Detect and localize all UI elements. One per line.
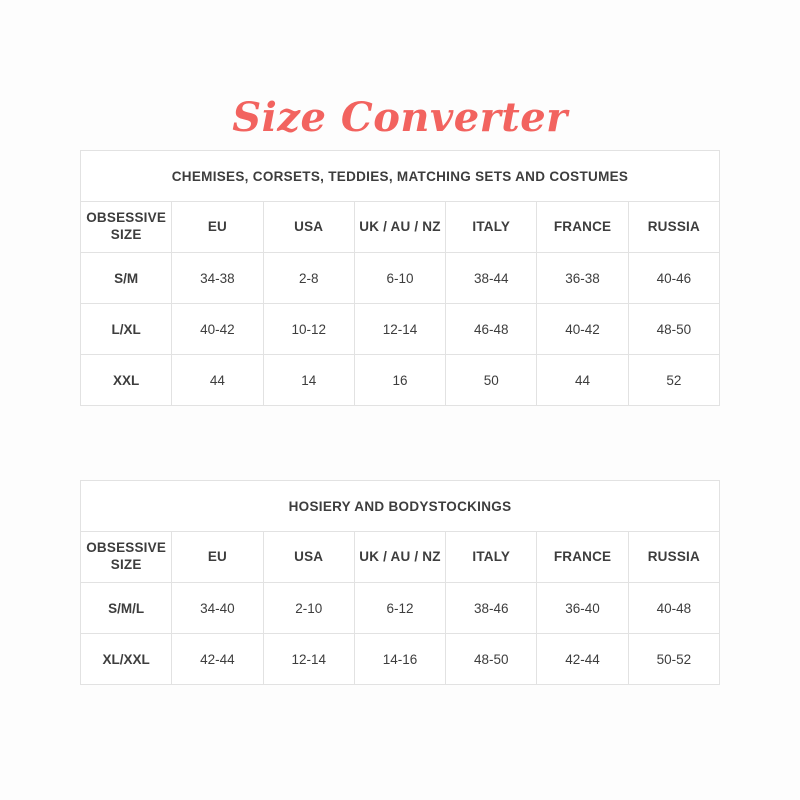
- cell-italy: 50: [446, 355, 537, 406]
- page-title: Size Converter: [232, 94, 568, 141]
- cell-uk-au-nz: 6-12: [354, 583, 445, 634]
- cell-eu: 34-40: [172, 583, 263, 634]
- cell-russia: 40-48: [628, 583, 719, 634]
- column-header-italy: ITALY: [446, 532, 537, 583]
- table-header-row: [81, 202, 720, 253]
- cell-eu: 44: [172, 355, 263, 406]
- column-header-uk-au-nz: UK / AU / NZ: [354, 202, 445, 253]
- cell-france: 44: [537, 355, 628, 406]
- cell-russia: 40-46: [628, 253, 719, 304]
- cell-france: 36-38: [537, 253, 628, 304]
- column-header-eu: EU: [172, 202, 263, 253]
- table-caption-row: [81, 481, 720, 532]
- cell-italy: 38-46: [446, 583, 537, 634]
- column-header-italy: ITALY: [446, 202, 537, 253]
- column-header-uk-au-nz: UK / AU / NZ: [354, 532, 445, 583]
- cell-russia: 50-52: [628, 634, 719, 685]
- cell-italy: 46-48: [446, 304, 537, 355]
- cell-uk-au-nz: 16: [354, 355, 445, 406]
- hosiery-size-table: [80, 480, 720, 685]
- column-header-france: FRANCE: [537, 532, 628, 583]
- chemises-size-table: [80, 150, 720, 406]
- row-label: S/M/L: [81, 583, 172, 634]
- cell-usa: 14: [263, 355, 354, 406]
- row-label: L/XL: [81, 304, 172, 355]
- table-row: [81, 583, 720, 634]
- cell-eu: 40-42: [172, 304, 263, 355]
- table-caption: HOSIERY AND BODYSTOCKINGS: [81, 481, 720, 532]
- column-header-obsessive-size: OBSESSIVE SIZE: [81, 202, 172, 253]
- table-header-row: [81, 532, 720, 583]
- row-label: XXL: [81, 355, 172, 406]
- table-row: [81, 634, 720, 685]
- cell-eu: 42-44: [172, 634, 263, 685]
- cell-usa: 12-14: [263, 634, 354, 685]
- table-row: [81, 304, 720, 355]
- column-header-usa: USA: [263, 532, 354, 583]
- cell-eu: 34-38: [172, 253, 263, 304]
- cell-italy: 38-44: [446, 253, 537, 304]
- column-header-eu: EU: [172, 532, 263, 583]
- table-caption: CHEMISES, CORSETS, TEDDIES, MATCHING SETS AND COSTUMES: [81, 151, 720, 202]
- hosiery-table-wrapper: [80, 480, 720, 685]
- cell-uk-au-nz: 12-14: [354, 304, 445, 355]
- cell-france: 40-42: [537, 304, 628, 355]
- column-header-russia: RUSSIA: [628, 202, 719, 253]
- cell-france: 42-44: [537, 634, 628, 685]
- cell-uk-au-nz: 14-16: [354, 634, 445, 685]
- cell-russia: 48-50: [628, 304, 719, 355]
- table-row: [81, 253, 720, 304]
- cell-usa: 2-10: [263, 583, 354, 634]
- row-label: S/M: [81, 253, 172, 304]
- column-header-usa: USA: [263, 202, 354, 253]
- cell-france: 36-40: [537, 583, 628, 634]
- cell-usa: 10-12: [263, 304, 354, 355]
- column-header-russia: RUSSIA: [628, 532, 719, 583]
- table-spacer: [0, 406, 800, 480]
- cell-uk-au-nz: 6-10: [354, 253, 445, 304]
- table-row: [81, 355, 720, 406]
- column-header-france: FRANCE: [537, 202, 628, 253]
- cell-italy: 48-50: [446, 634, 537, 685]
- cell-russia: 52: [628, 355, 719, 406]
- column-header-obsessive-size: OBSESSIVE SIZE: [81, 532, 172, 583]
- table-caption-row: [81, 151, 720, 202]
- chemises-table-wrapper: [80, 150, 720, 406]
- cell-usa: 2-8: [263, 253, 354, 304]
- row-label: XL/XXL: [81, 634, 172, 685]
